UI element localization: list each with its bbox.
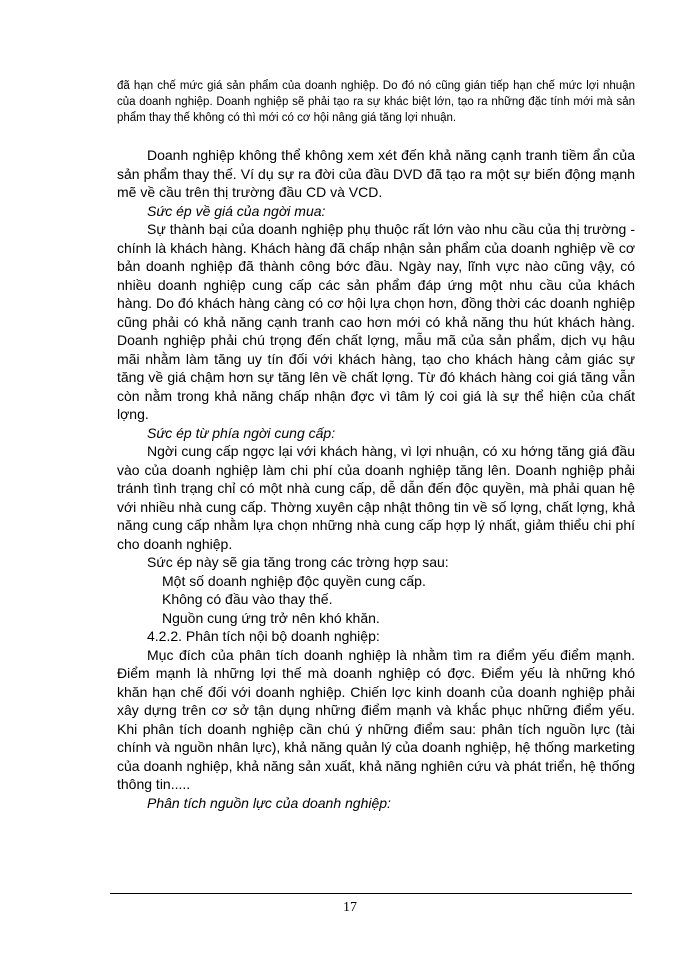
heading-buyer-pressure: Sức ép về giá của ngời mua: [147, 202, 326, 219]
intro-paragraph: đã hạn chế mức giá sản phẩm của doanh nghiệp. Do đó nó cũng gián tiếp hạn chế mức lợi nhuận của doanh nghiệp. Doanh nghiệp sẽ phải tạo ra sự khác biệt lớn, tạo ra những đặc tính mới mà sản phẩm thay thế không có thì mới có cơ hội nâng giá tăng lợi nhuận. [117, 80, 635, 124]
footer-divider [110, 893, 632, 894]
page-number: 17 [343, 900, 357, 915]
list-item-monopoly: Một số doanh nghiệp độc quyền cung cấp. [162, 572, 426, 589]
paragraph-pressure-cases: Sức ép này sẽ gia tăng trong các trờng hợp sau: [147, 554, 449, 570]
list-item-supply-difficulty: Nguồn cung ứng trở nên khó khăn. [162, 609, 380, 626]
list-item-no-substitute: Không có đầu vào thay thế. [162, 591, 333, 607]
paragraph-internal-analysis: Mục đích của phân tích doanh nghiệp là nhằm tìm ra điểm yếu điểm mạnh. Điểm mạnh là những lợi thế mà doanh nghiệp có đợc. Điểm yếu là những khó khăn hạn chế đối với doanh nghiệp. Chiến lợc kinh doanh của doanh nghiệp phải xây dựng trên cơ sở tận dụng những điểm mạnh và khắc phục những điểm yếu. Khi phân tích doanh nghiệp cần chú ý những điểm sau: phân tích nguồn lực (tài chính và nguồn nhân lực), khả năng quản lý của doanh nghiệp, hệ thống marketing của doanh nghiệp, khả năng sản xuất, khả năng nghiên cứu và phát triển, hệ thống thông tin..... [117, 646, 635, 792]
paragraph-buyer-pressure: Sự thành bại của doanh nghiệp phụ thuộc rất lớn vào nhu cầu của thị trường - chính là khách hàng. Khách hàng đã chấp nhận sản phẩm của doanh nghiệp về cơ bản doanh nghiệp đã thành công bớc đầu. Ngày nay, lĩnh vực nào cũng vậy, có nhiều doanh nghiệp cung cấp các sản phẩm đáp ứng một nhu cầu của khách hàng. Do đó khách hàng càng có cơ hội lựa chọn hơn, đồng thời các doanh nghiệp cũng phải có khả năng cạnh tranh cao hơn mới có khả năng thu hút khách hàng. Doanh nghiệp phải chú trọng đến chất lợng, mẫu mã của sản phẩm, dịch vụ hậu mãi nhằm làm tăng uy tín đối với khách hàng, tạo cho khách hàng cảm giác sự tăng về giá chậm hơn sự tăng lên về chất lợng. Từ đó khách hàng coi giá tăng vẫn còn nằm trong khả năng chấp nhận đợc vì tâm lý coi giá là sự thể hiện của chất lợng. [117, 221, 635, 422]
heading-resource-analysis: Phân tích nguồn lực của doanh nghiệp: [147, 794, 391, 811]
section-heading-internal-analysis: 4.2.2. Phân tích nội bộ doanh nghiệp: [147, 628, 380, 644]
paragraph-supplier-pressure: Ngời cung cấp ngợc lại với khách hàng, vì lợi nhuận, có xu hớng tăng giá đầu vào của doanh nghiệp làm chi phí của doanh nghiệp tăng lên. Doanh nghiệp phải tránh tình trạng chỉ có một nhà cung cấp, dễ dẫn đến độc quyền, mà phải quan hệ với nhiều nhà cung cấp. Thờng xuyên cập nhật thông tin về số lợng, chất lợng, khả năng cung cấp nhằm lựa chọn những nhà cung cấp hợp lý nhất, giảm thiểu chi phí cho doanh nghiệp. [117, 443, 635, 552]
body-text [117, 146, 635, 812]
paragraph-substitute-competition: Doanh nghiệp không thể không xem xét đến khả năng cạnh tranh tiềm ẩn của sản phẩm thay thế. Ví dụ sự ra đời của đầu DVD đã tạo ra một sự biến động mạnh mẽ về cầu trên thị trường đầu CD và VCD. [117, 147, 635, 200]
heading-supplier-pressure: Sức ép từ phía ngời cung cấp: [147, 424, 336, 441]
